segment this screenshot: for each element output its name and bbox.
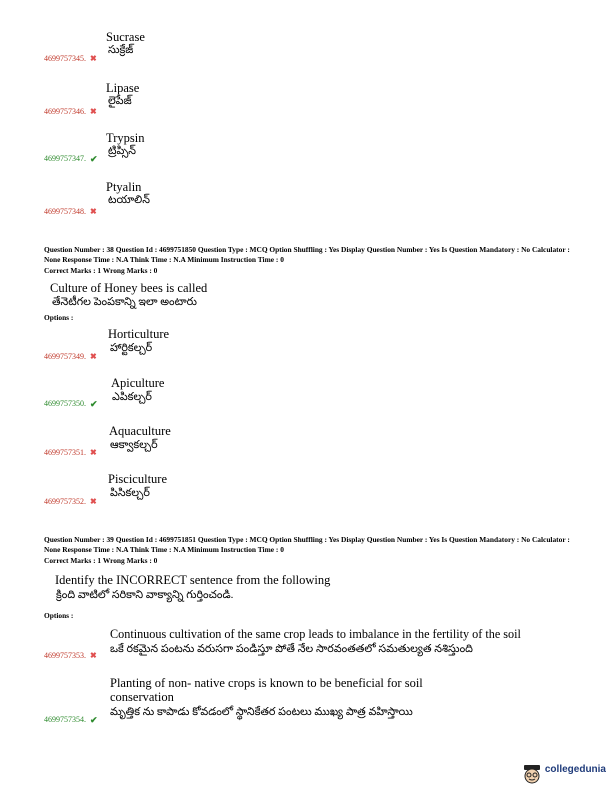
options-label: Options : xyxy=(44,611,74,620)
option-text-te: మృత్తిక ను కాపాడు కోవడంలో స్థానికేతర పంటలు ముఖ్య పాత్ర వహిస్తాయి xyxy=(110,706,413,718)
option-text-en: Sucrase xyxy=(106,30,145,44)
option-id-number: 4699757348. xyxy=(44,207,86,216)
correct-check-icon: ✔ xyxy=(90,715,98,725)
correct-check-icon: ✔ xyxy=(90,399,98,409)
option-id-number: 4699757349. xyxy=(44,352,86,361)
option-id xyxy=(44,651,97,661)
option-text-en: Aquaculture xyxy=(109,424,171,438)
options-label: Options : xyxy=(44,313,74,322)
option-id xyxy=(44,497,97,507)
wrong-cross-icon: ✖ xyxy=(90,352,97,361)
wrong-cross-icon: ✖ xyxy=(90,497,97,506)
wrong-cross-icon: ✖ xyxy=(90,207,97,216)
option-id xyxy=(44,448,97,458)
option-id xyxy=(44,154,98,164)
option-text-te: సుక్రేజ్ xyxy=(108,44,134,56)
option-text-en: Continuous cultivation of the same crop leads to imbalance in the fertility of the soil xyxy=(110,627,521,641)
question-marks: Correct Marks : 1 Wrong Marks : 0 xyxy=(44,556,158,565)
option-id-number: 4699757347. xyxy=(44,154,86,163)
option-text-en: Horticulture xyxy=(108,327,170,341)
option-text-en: Planting of non- native crops is known to be beneficial for soil conservation xyxy=(110,676,423,704)
option-text-te: ఎపికల్చర్ xyxy=(112,391,152,403)
option-id-number: 4699757345. xyxy=(44,54,86,63)
option-text-en: Apiculture xyxy=(111,376,165,390)
brand-name: collegedunia xyxy=(544,764,606,775)
wrong-cross-icon: ✖ xyxy=(90,107,97,116)
correct-check-icon: ✔ xyxy=(90,154,98,164)
option-id-number: 4699757354. xyxy=(44,715,86,724)
wrong-cross-icon: ✖ xyxy=(90,54,97,63)
option-id-number: 4699757353. xyxy=(44,651,86,660)
option-id-number: 4699757352. xyxy=(44,497,86,506)
question-text-te: తేనెటీగల పెంపకాన్ని ఇలా అంటారు xyxy=(52,296,197,308)
brand-tagline xyxy=(545,775,606,780)
option-id xyxy=(44,54,97,64)
question-marks: Correct Marks : 1 Wrong Marks : 0 xyxy=(44,266,158,275)
option-id-number: 4699757346. xyxy=(44,107,86,116)
question-text-te: క్రింది వాటిలో సరికాని వాక్యాన్ని గుర్తించండి. xyxy=(56,589,234,601)
option-id xyxy=(44,352,97,362)
collegedunia-logo xyxy=(522,764,606,786)
option-text-en: Ptyalin xyxy=(106,180,142,194)
option-text-te: హార్టికల్చర్ xyxy=(110,342,153,354)
option-text-en: Lipase xyxy=(106,81,140,95)
question-meta: Question Number : 39 Question Id : 4699751851 Question Type : MCQ Option Shuffling : Yes Display Question Number : Yes Is Question Mandatory : No Calculator : None Response Time : N.A Think Time : N.A Minimum Instruction Time : 0 xyxy=(44,535,570,554)
wrong-cross-icon: ✖ xyxy=(90,448,97,457)
question-meta: Question Number : 38 Question Id : 4699751850 Question Type : MCQ Option Shuffling : Yes Display Question Number : Yes Is Question Mandatory : No Calculator : None Response Time : N.A Think Time : N.A Minimum Instruction Time : 0 xyxy=(44,245,570,264)
question-text-en: Identify the INCORRECT sentence from the following xyxy=(55,573,331,587)
option-text-te: పిసికల్చర్ xyxy=(110,487,150,499)
option-id xyxy=(44,399,98,409)
option-id xyxy=(44,207,97,217)
option-id-number: 4699757351. xyxy=(44,448,86,457)
option-text-te: ట్రిప్సిన్ xyxy=(108,145,137,157)
option-id xyxy=(44,107,97,117)
mascot-face-icon xyxy=(522,764,542,786)
option-text-te: ఆక్వాకల్చర్ xyxy=(110,439,158,451)
question-text-en: Culture of Honey bees is called xyxy=(50,281,208,295)
option-text-en: Pisciculture xyxy=(108,472,168,486)
wrong-cross-icon: ✖ xyxy=(90,651,97,660)
option-id xyxy=(44,715,98,725)
option-id-number: 4699757350. xyxy=(44,399,86,408)
option-text-te: టయాలిన్ xyxy=(108,194,150,206)
option-text-te: ఒకే రకమైన పంటను వరుసగా పండిస్తూ పోతే నేల సారవంతతలో సమతుల్యత నశిస్తుంది xyxy=(110,643,473,655)
option-text-en: Trypsin xyxy=(106,131,145,145)
option-text-te: లైపేజ్ xyxy=(108,95,132,107)
